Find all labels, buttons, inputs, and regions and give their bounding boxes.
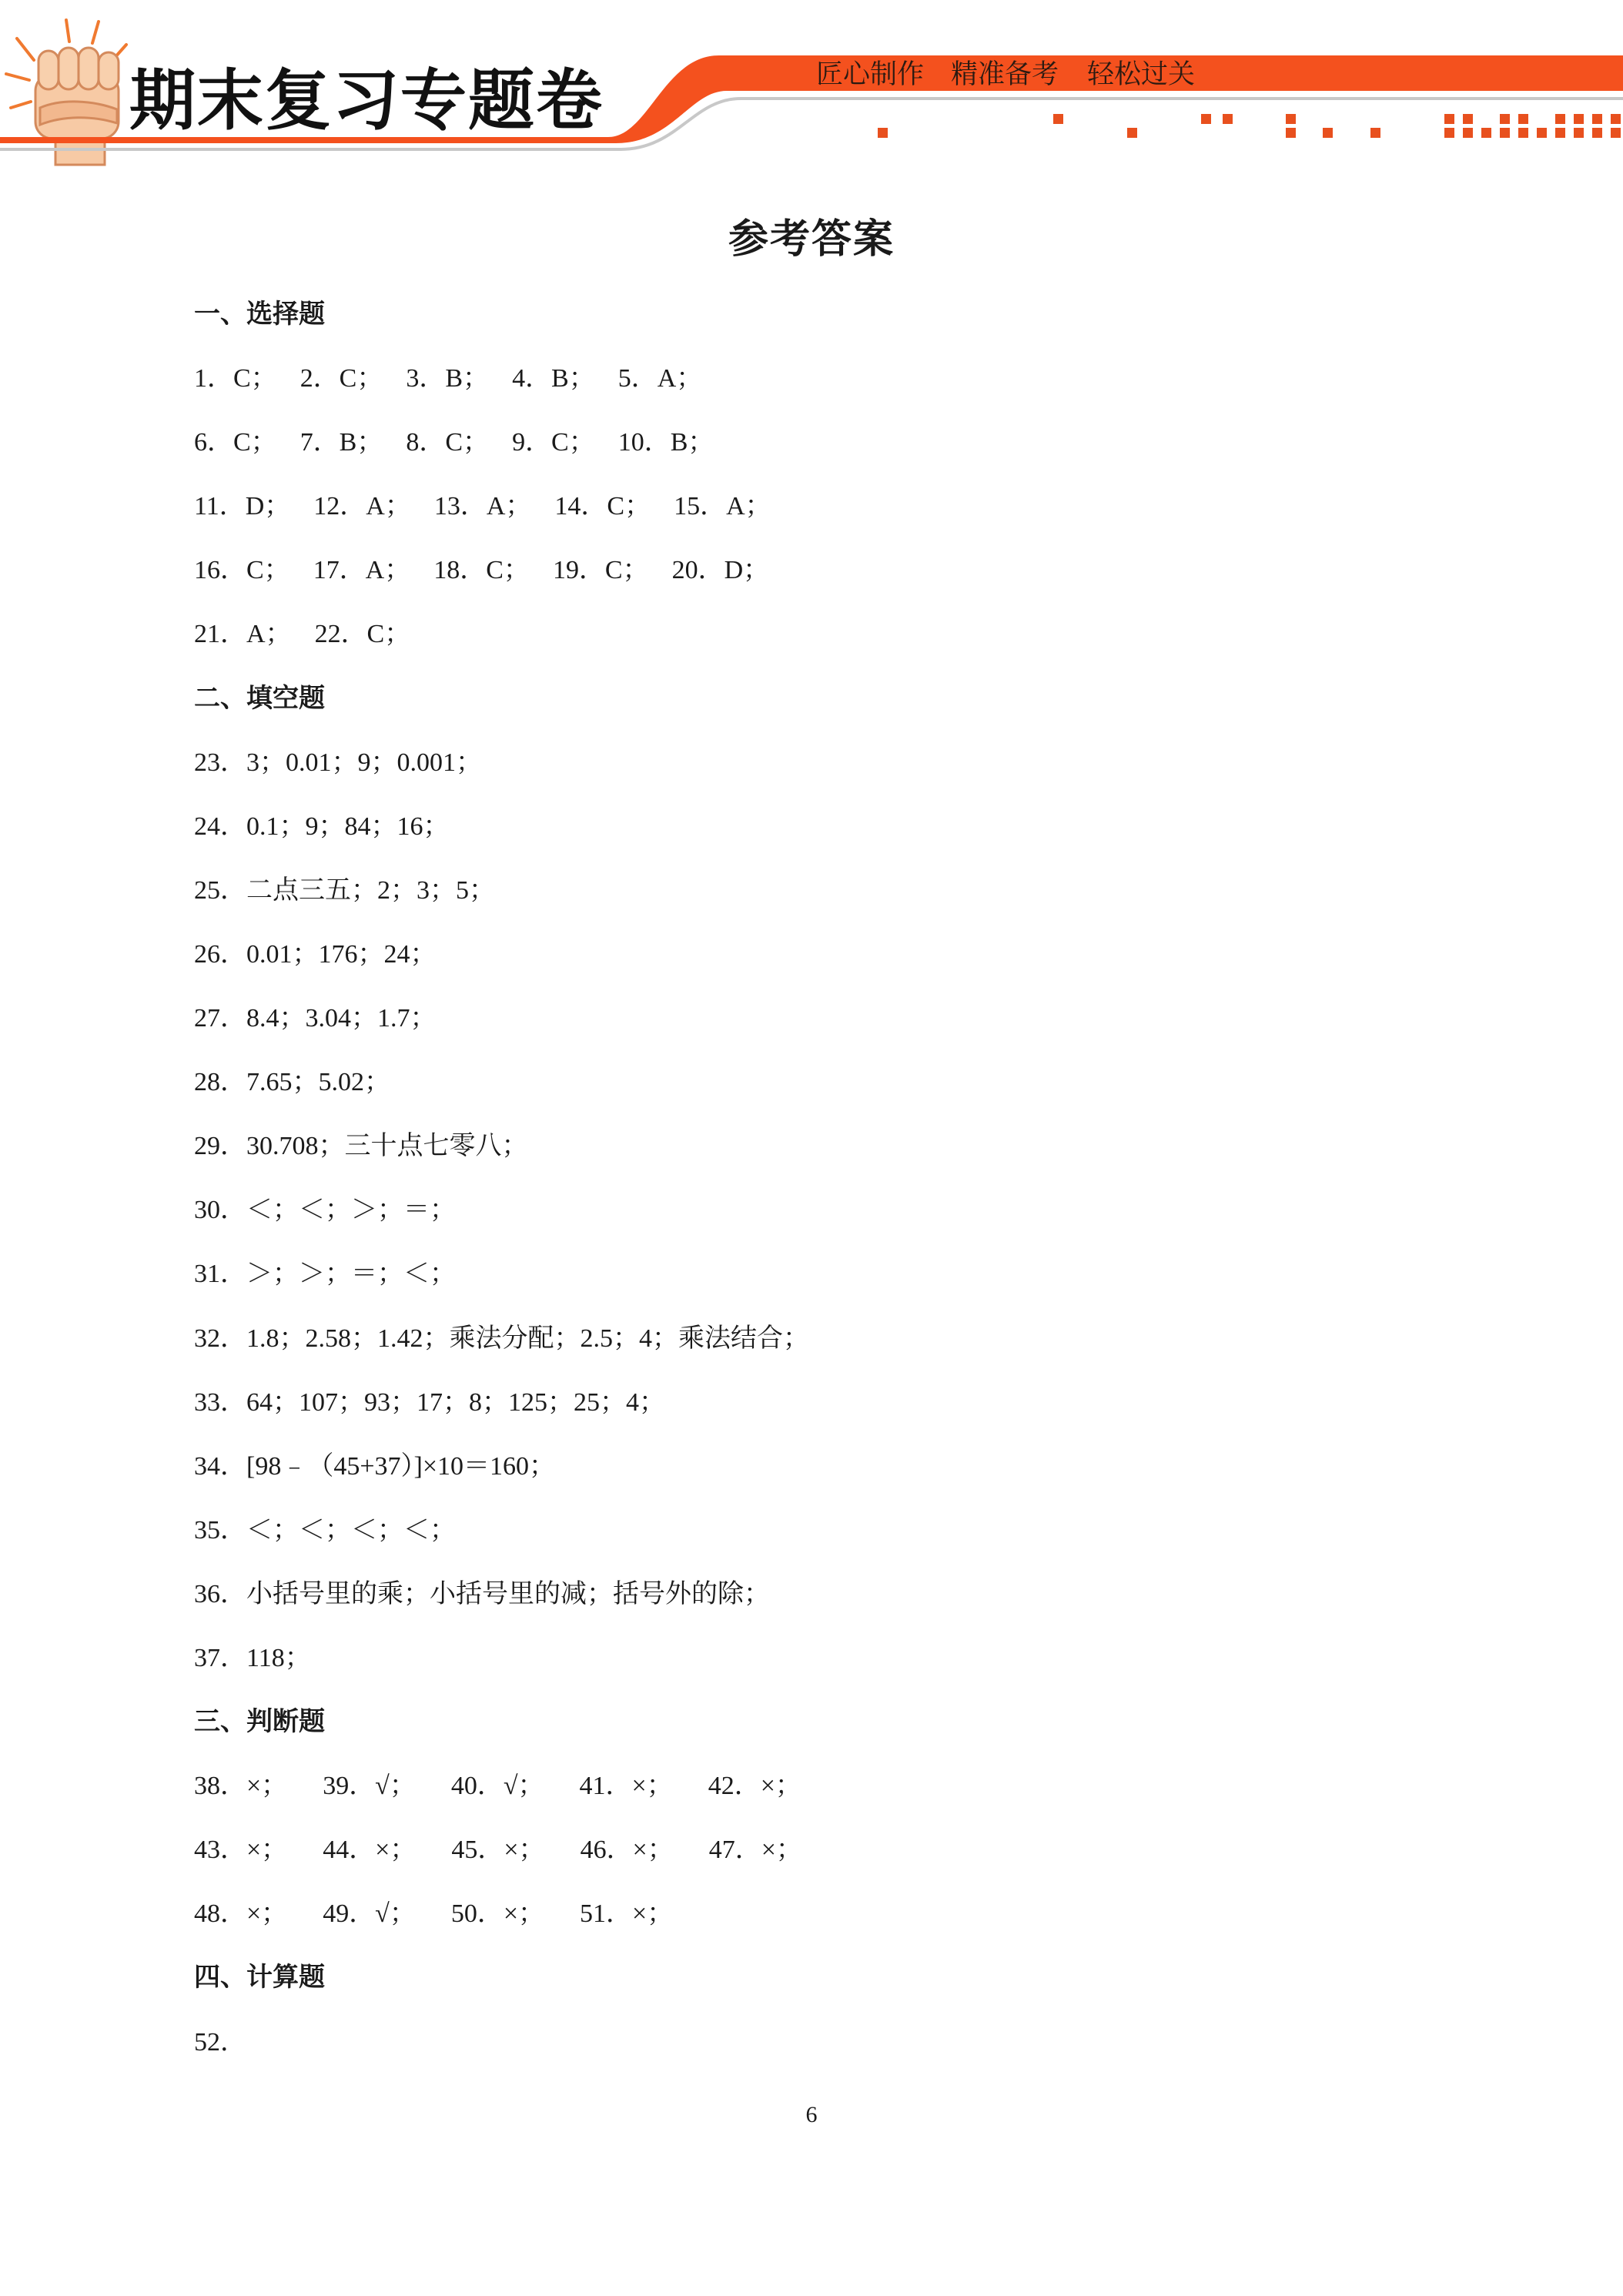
decor-square — [1537, 128, 1547, 138]
answer-row — [194, 1882, 1564, 1946]
decor-square — [1323, 128, 1333, 138]
answer-line: 26．0.01；176；24； — [194, 939, 437, 969]
answer-item: 20．D； — [671, 556, 770, 585]
answer-row — [194, 602, 1564, 666]
answer-item: 42．×； — [708, 1772, 801, 1801]
answer-item: 4．B； — [512, 364, 595, 393]
header-slogan: 匠心制作 — [816, 59, 925, 90]
decor-square — [1574, 114, 1584, 124]
decor-square — [1500, 114, 1510, 124]
section-heading: 三、判断题 — [194, 1706, 325, 1738]
decor-square — [1611, 114, 1621, 124]
answer-line: 29．30.708；三十点七零八； — [194, 1132, 528, 1161]
decor-square — [1223, 114, 1233, 124]
answer-line: 30．＜；＜；＞；＝； — [194, 1196, 456, 1225]
answer-item: 1．C； — [194, 364, 277, 393]
decor-square — [1611, 128, 1621, 138]
header-title: 期末复习专题卷 — [129, 62, 604, 139]
decor-square — [1574, 128, 1584, 138]
decor-square — [1518, 128, 1528, 138]
decor-square — [1463, 128, 1473, 138]
decor-square — [1463, 114, 1473, 124]
decor-square — [1053, 114, 1063, 124]
decor-square — [1286, 114, 1296, 124]
answer-line: 28．7.65；5.02； — [194, 1068, 390, 1097]
answer-line: 37．118； — [194, 1643, 311, 1672]
decor-square — [1518, 114, 1528, 124]
section-heading: 二、填空题 — [194, 682, 325, 714]
answer-item: 41．×； — [579, 1772, 673, 1801]
answer-item: 10．B； — [617, 428, 714, 457]
answer-item: 43．×； — [194, 1836, 288, 1865]
answer-row — [194, 1754, 1564, 1818]
decor-square — [1201, 114, 1211, 124]
answer-item: 44．×； — [323, 1836, 417, 1865]
decor-square — [1444, 128, 1454, 138]
answer-item: 5．A； — [617, 364, 703, 393]
section-heading: 四、计算题 — [194, 1962, 325, 1993]
answer-item: 6．C； — [194, 428, 277, 457]
answer-item: 48．×； — [194, 1899, 288, 1929]
answer-item: 18．C； — [433, 556, 530, 585]
decor-square — [1500, 128, 1510, 138]
answer-item: 45．×； — [451, 1836, 545, 1865]
decor-square — [1370, 128, 1380, 138]
answer-item: 38．×； — [194, 1772, 288, 1801]
decor-square — [1555, 114, 1565, 124]
decor-square — [1592, 114, 1602, 124]
answer-row — [194, 410, 1564, 474]
section-heading: 一、选择题 — [194, 299, 325, 330]
answer-line: 35．＜；＜；＜；＜； — [194, 1515, 456, 1545]
decor-square — [1127, 128, 1137, 138]
answer-line: 27．8.4；3.04；1.7； — [194, 1004, 437, 1033]
decor-square — [878, 128, 888, 138]
answer-item: 13．A； — [433, 492, 532, 521]
answer-item: 2．C； — [300, 364, 383, 393]
answer-item: 51．×； — [580, 1899, 674, 1929]
answer-item: 39．√； — [323, 1772, 416, 1801]
answer-item: 7．B； — [300, 428, 383, 457]
answer-line: 36．小括号里的乘；小括号里的减；括号外的除； — [194, 1579, 770, 1608]
decor-square — [1592, 128, 1602, 138]
answer-row — [194, 1818, 1564, 1882]
answer-line: 34．[98﹣（45+37）]×10＝160； — [194, 1451, 555, 1481]
answer-item: 47．×； — [708, 1836, 802, 1865]
answer-item: 16．C； — [194, 556, 290, 585]
answer-item: 3．B； — [406, 364, 490, 393]
answer-line: 23．3；0.01；9；0.001； — [194, 748, 482, 777]
answer-row — [194, 538, 1564, 602]
answer-content — [194, 283, 1564, 2074]
page-header — [0, 0, 1623, 177]
answer-item: 21．A； — [194, 620, 292, 649]
answer-item: 40．√； — [450, 1772, 544, 1801]
decor-square — [1286, 128, 1296, 138]
answer-row — [194, 346, 1564, 410]
answer-item: 49．√； — [323, 1899, 416, 1929]
answer-item: 8．C； — [406, 428, 490, 457]
answer-item: 46．×； — [580, 1836, 674, 1865]
answer-line: 24．0.1；9；84；16； — [194, 812, 450, 841]
answer-item: 19．C； — [552, 556, 649, 585]
answer-line: 25．二点三五；2；3；5； — [194, 875, 495, 905]
answer-row — [194, 474, 1564, 538]
answer-line: 32．1.8；2.58；1.42；乘法分配；2.5；4；乘法结合； — [194, 1324, 809, 1353]
answer-item: 17．A； — [313, 556, 411, 585]
page-number: 6 — [805, 2102, 818, 2127]
decor-square — [1481, 128, 1491, 138]
answer-line: 31．＞；＞；＝；＜； — [194, 1260, 456, 1289]
answer-item: 12．A； — [313, 492, 411, 521]
answer-item: 9．C； — [512, 428, 595, 457]
decorative-squares — [878, 114, 1621, 138]
answer-item: 50．×； — [450, 1899, 545, 1929]
header-slogan: 精准备考 — [951, 59, 1059, 90]
header-slogan: 轻松过关 — [1087, 59, 1196, 90]
answer-line: 33．64；107；93；17；8；125；25；4； — [194, 1387, 665, 1417]
answer-item: 15．A； — [674, 492, 771, 521]
answer-line: 52． — [194, 2027, 246, 2057]
page-title: 参考答案 — [728, 216, 895, 263]
answer-item: 11．D； — [194, 492, 291, 521]
decor-square — [1555, 128, 1565, 138]
decor-square — [1444, 114, 1454, 124]
answer-item: 14．C； — [554, 492, 651, 521]
answer-item: 22．C； — [314, 620, 411, 649]
